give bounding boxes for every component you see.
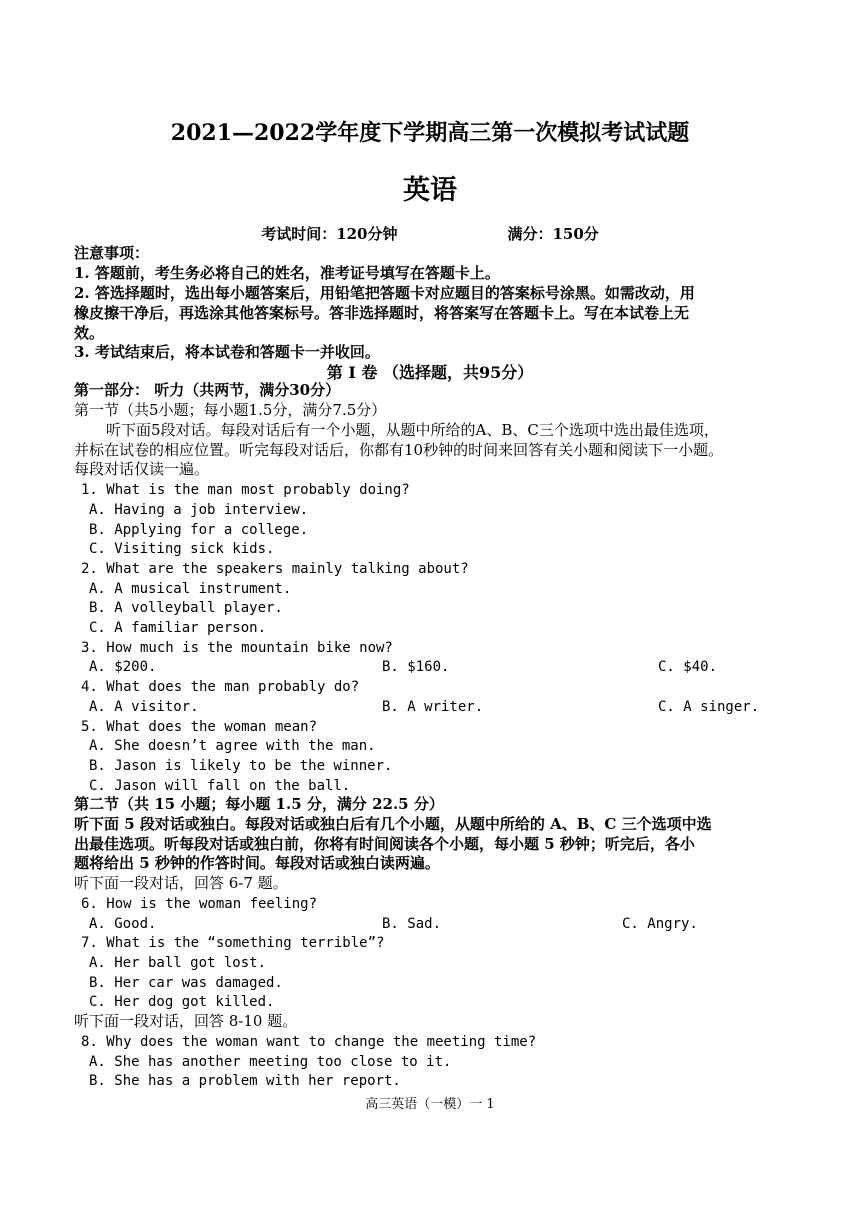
q3-option-a: A. $200. [89,659,157,675]
q7-option-c: C. Her dog got killed. [89,994,275,1010]
question-8: 8. Why does the woman want to change the meeting time? [81,1034,537,1050]
question-3: 3. How much is the mountain bike now? [81,640,393,656]
q4-option-a: A. A visitor. [89,699,199,715]
q5-option-a: A. She doesn’t agree with the man. [89,738,376,754]
q3-option-c: C. $40. [658,659,718,675]
question-5: 5. What does the woman mean? [81,719,318,735]
note-3: 3. 考试结束后，将本试卷和答题卡一并收回。 [74,343,380,361]
q7-option-b: B. Her car was damaged. [89,975,283,991]
part1-heading: 第一部分： 听力（共两节，满分30分） [74,381,341,399]
section2-heading: 第二节（共 15 小题；每小题 1.5 分，满分 22.5 分） [74,795,444,813]
q4-option-c: C. A singer. [658,699,760,715]
part1-instr-c: 每段对话仅读一遍。 [74,460,210,478]
q1-option-c: C. Visiting sick kids. [89,541,275,557]
question-4: 4. What does the man probably do? [81,679,360,695]
dialogue-lead-8-10: 听下面一段对话，回答 8-10 题。 [74,1012,298,1030]
q3-option-b: B. $160. [382,659,450,675]
subject-title: 英语 [403,175,457,206]
part1-section1: 第一节（共5小题；每小题1.5分，满分7.5分） [74,401,387,419]
note-1: 1. 答题前，考生务必将自己的姓名，准考证号填写在答题卡上。 [74,264,500,282]
q1-option-a: A. Having a job interview. [89,502,309,518]
q5-option-c: C. Jason will fall on the ball. [89,778,351,794]
notes-heading: 注意事项： [74,244,150,262]
question-1: 1. What is the man most probably doing? [81,482,410,498]
q5-option-b: B. Jason is likely to be the winner. [89,758,393,774]
exam-meta [0,223,860,244]
q2-option-b: B. A volleyball player. [89,600,283,616]
question-6: 6. How is the woman feeling? [81,896,318,912]
exam-score: 满分：150分 [507,225,599,243]
question-2: 2. What are the speakers mainly talking about? [81,561,469,577]
section2-instr-b: 出最佳选项。听每段对话或独白前，你将有时间阅读各个小题，每小题 5 秒钟；听完后，各小 [74,835,695,853]
q7-option-a: A. Her ball got lost. [89,955,267,971]
q6-option-a: A. Good. [89,916,157,932]
q1-option-b: B. Applying for a college. [89,522,309,538]
exam-title: 2021—2022学年度下学期高三第一次模拟考试试题 [170,120,690,146]
note-2b: 橡皮擦干净后，再选涂其他答案标号。答非选择题时，将答案写在答题卡上。写在本试卷上无 [74,304,690,322]
question-7: 7. What is the “something terrible”? [81,935,385,951]
q2-option-a: A. A musical instrument. [89,581,292,597]
note-2a: 2. 答选择题时，选出每小题答案后，用铅笔把答题卡对应题目的答案标号涂黑。如需改动，用 [74,284,695,302]
q8-option-b: B. She has a problem with her report. [89,1073,401,1089]
part1-instr-a: 听下面5段对话。每段对话后有一个小题，从题中所给的A、B、C三个选项中选出最佳选项， [106,421,719,439]
dialogue-lead-6-7: 听下面一段对话，回答 6-7 题。 [74,874,288,892]
volume-heading: 第 Ⅰ 卷 （选择题，共95分） [326,363,534,382]
section2-instr-a: 听下面 5 段对话或独白。每段对话或独白后有几个小题，从题中所给的 A、B、C 三个选项中选 [74,815,712,833]
part1-instr-b: 并标在试卷的相应位置。听完每段对话后，你都有10秒钟的时间来回答有关小题和阅读下一小题。 [74,441,724,459]
q4-option-b: B. A writer. [382,699,484,715]
page-footer: 高三英语（一模）一 1 [365,1097,495,1112]
section2-instr-c: 题将给出 5 秒钟的作答时间。每段对话或独白读两遍。 [74,854,440,872]
q6-option-b: B. Sad. [382,916,442,932]
exam-time: 考试时间：120分钟 [261,225,398,243]
q6-option-c: C. Angry. [622,916,698,932]
note-2c: 效。 [74,324,105,342]
q2-option-c: C. A familiar person. [89,620,267,636]
q8-option-a: A. She has another meeting too close to it. [89,1054,452,1070]
